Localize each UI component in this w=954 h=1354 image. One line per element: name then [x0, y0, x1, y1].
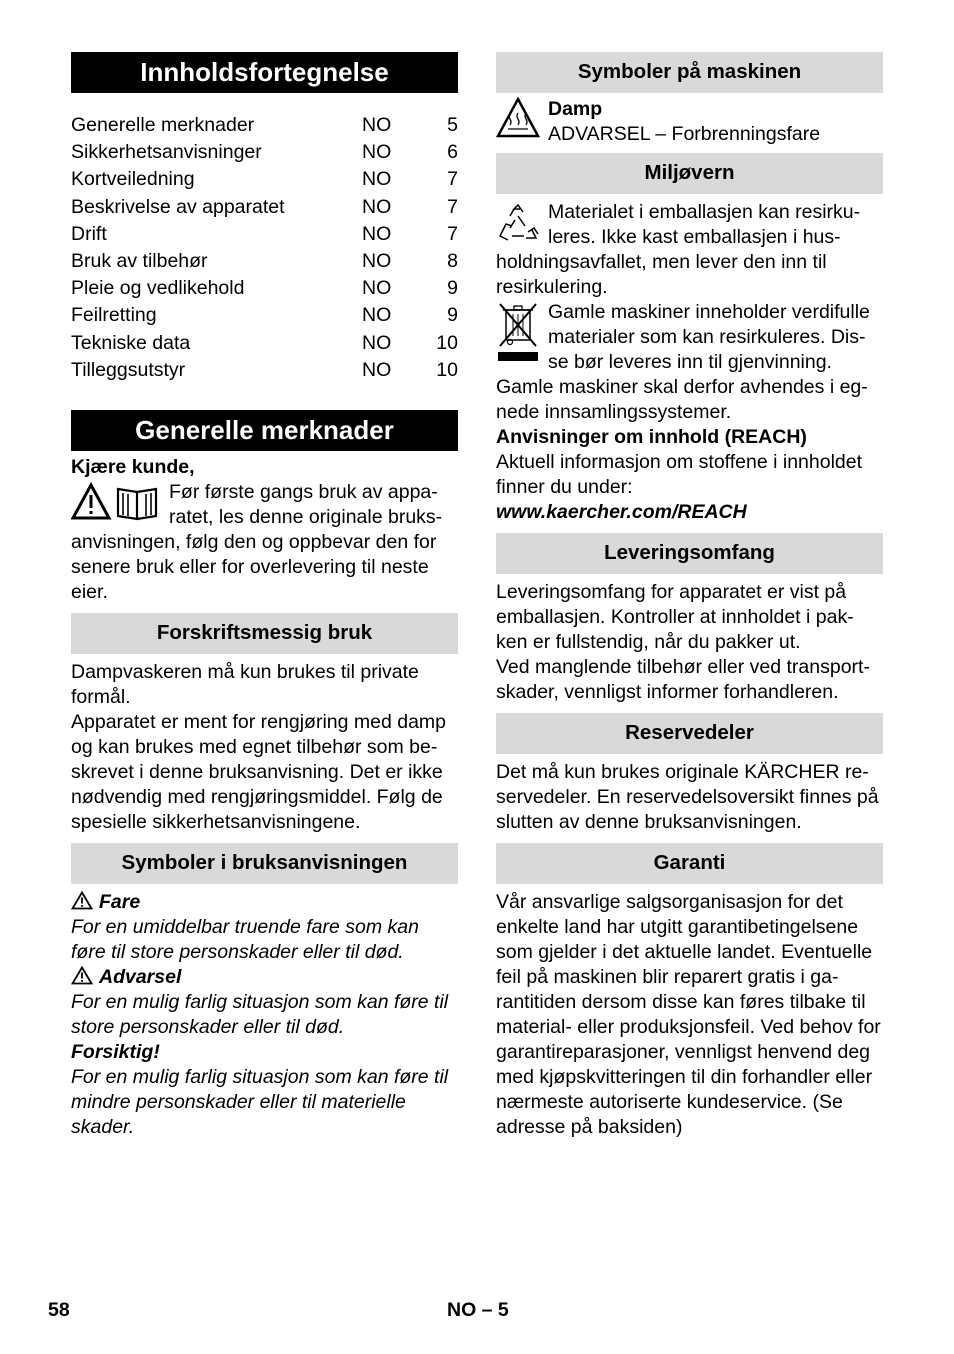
toc-entry-title: Tilleggsutstyr [71, 358, 186, 381]
toc-heading: Innholdsfortegnelse [71, 52, 458, 93]
scope-p2: Ved manglende tilbehør eller ved transport-skader, vennligst informer forhandleren. [496, 656, 870, 703]
recycle-line1: Materialet i emballasjen kan resirku- [548, 201, 861, 223]
toc-entry-title: Kortveiledning [71, 168, 195, 191]
scope-heading: Leveringsomfang [496, 533, 883, 574]
recycle-text: holdningsavfallet, men lever den inn til resirkulering. [496, 251, 827, 298]
warning-book-icon [71, 482, 161, 522]
steam-label: Damp [548, 98, 603, 120]
toc-entry-title: Bruk av tilbehør [71, 249, 208, 272]
environment-heading: Miljøvern [496, 153, 883, 194]
toc-entry-lang: NO [362, 277, 392, 300]
recycle-icon [496, 202, 540, 246]
intended-use-p2: Apparatet er ment for rengjøring med damp og kan brukes med egnet tilbehør som be-skrevet i denne bruksanvisning. Det er ikke nødvendig med rengjøringsmiddel. Følg de spesielle sikkerhetsanvisningene. [71, 710, 447, 833]
toc-entry-lang: NO [362, 304, 392, 327]
toc-entry-lang: NO [362, 195, 392, 218]
weee-line2: materialer som kan resirkuleres. Dis- [548, 326, 866, 348]
toc-entry-page: 9 [447, 304, 458, 327]
warranty-heading: Garanti [496, 843, 883, 884]
toc-row [71, 166, 458, 193]
intro-line2: ratet, les denne originale bruks- [169, 505, 443, 528]
weee-block [496, 300, 883, 425]
weee-line1: Gamle maskiner inneholder verdifulle [548, 301, 870, 323]
weee-line3: se bør leveres inn til gjenvinning. [548, 351, 832, 373]
toc-entry-lang: NO [362, 249, 392, 272]
warning-triangle-icon [71, 966, 93, 985]
toc-entry-lang: NO [362, 331, 392, 354]
greeting: Kjære kunde, [71, 455, 195, 478]
scope-p1: Leveringsomfang for apparatet er vist på emballasjen. Kontroller at innholdet i pak-ken er fullstendig, når du pakker ut. [496, 581, 854, 653]
caution-text: For en mulig farlig situasjon som kan føre til mindre personskader eller til materielle skader. [71, 1065, 449, 1138]
intended-use-p1: Dampvaskeren må kun brukes til private formål. [71, 660, 419, 708]
spares-heading: Reservedeler [496, 713, 883, 754]
reach-url: www.kaercher.com/REACH [496, 501, 747, 523]
toc-entry-page: 7 [447, 195, 458, 218]
intro-text: anvisningen, følg den og oppbevar den for senere bruk eller for overlevering til neste eier. [71, 530, 437, 603]
toc-entry-lang: NO [362, 114, 392, 136]
caution-label: Forsiktig! [71, 1040, 160, 1063]
toc-entry-title: Generelle merknader [71, 114, 255, 136]
intended-use-heading: Forskriftsmessig bruk [71, 613, 458, 654]
warning-label: Advarsel [99, 965, 182, 988]
table-of-contents [71, 112, 458, 384]
toc-entry-page: 10 [436, 358, 458, 381]
toc-row [71, 357, 458, 384]
recycle-block [496, 200, 883, 300]
weee-text: Gamle maskiner skal derfor avhendes i eg-nede innsamlingssystemer. [496, 376, 868, 423]
toc-row [71, 194, 458, 221]
toc-entry-title: Beskrivelse av apparatet [71, 195, 285, 218]
reach-text: Aktuell informasjon om stoffene i innholdet finner du under: [496, 451, 863, 498]
warning-triangle-icon [71, 891, 93, 910]
toc-entry-page: 5 [447, 114, 458, 136]
left-column [71, 52, 458, 1140]
intro-block [71, 480, 458, 605]
toc-entry-lang: NO [362, 141, 392, 164]
danger-label: Fare [99, 890, 141, 913]
toc-row [71, 275, 458, 302]
toc-row [71, 302, 458, 329]
toc-entry-title: Sikkerhetsanvisninger [71, 141, 262, 164]
warranty-p1: Vår ansvarlige salgsorganisasjon for det enkelte land har utgitt garantibetingelsene som gjelder i det aktuelle landet. Eventuelle feil på maskinen blir reparert gratis i ga-rantitiden dersom disse kan føres tilbake til material- eller produksjonsfeil. Ved behov for garantireparasjoner, vennligst henvend deg med kjøpskvitteringen til din forhandler eller nærmeste autoriserte kundeservice. (Se adresse på baksiden) [496, 891, 881, 1138]
toc-entry-title: Pleie og vedlikehold [71, 277, 245, 300]
spares-p1: Det må kun brukes originale KÄRCHER re-servedeler. En reservedelsoversikt finnes på slutten av denne bruksanvisningen. [496, 761, 879, 833]
toc-entry-title: Feilretting [71, 304, 157, 327]
section-label: NO – 5 [447, 1299, 509, 1321]
toc-row [71, 112, 458, 139]
toc-entry-title: Tekniske data [71, 331, 191, 354]
toc-entry-title: Drift [71, 222, 107, 245]
symbols-manual-heading: Symboler i bruksanvisningen [71, 843, 458, 884]
toc-entry-lang: NO [362, 168, 392, 191]
recycle-line2: leres. Ikke kast emballasjen i hus- [548, 226, 841, 248]
right-column [496, 52, 883, 1140]
toc-entry-page: 7 [447, 168, 458, 191]
intro-line1: Før første gangs bruk av appa- [169, 480, 438, 503]
toc-entry-page: 6 [447, 141, 458, 164]
toc-entry-lang: NO [362, 222, 392, 245]
warning-text: For en mulig farlig situasjon som kan føre til store personskader eller til død. [71, 990, 449, 1038]
crossed-bin-icon [496, 300, 540, 366]
toc-row [71, 139, 458, 166]
reach-title: Anvisninger om innhold (REACH) [496, 426, 807, 448]
toc-row [71, 330, 458, 357]
warning-manual-icons [71, 482, 161, 522]
toc-entry-page: 7 [447, 222, 458, 245]
toc-entry-lang: NO [362, 358, 392, 381]
toc-entry-page: 10 [436, 331, 458, 354]
danger-text: For en umiddelbar truende fare som kan føre til store personskader eller til død. [71, 915, 419, 963]
hot-steam-warning-icon [496, 97, 540, 139]
general-heading: Generelle merknader [71, 410, 458, 451]
toc-entry-page: 8 [447, 249, 458, 272]
steam-text: ADVARSEL – Forbrenningsfare [548, 123, 821, 145]
steam-symbol-block [496, 97, 883, 147]
page-number: 58 [48, 1299, 70, 1321]
toc-entry-page: 9 [447, 277, 458, 300]
toc-row [71, 248, 458, 275]
symbols-machine-heading: Symboler på maskinen [496, 52, 883, 93]
toc-row [71, 221, 458, 248]
